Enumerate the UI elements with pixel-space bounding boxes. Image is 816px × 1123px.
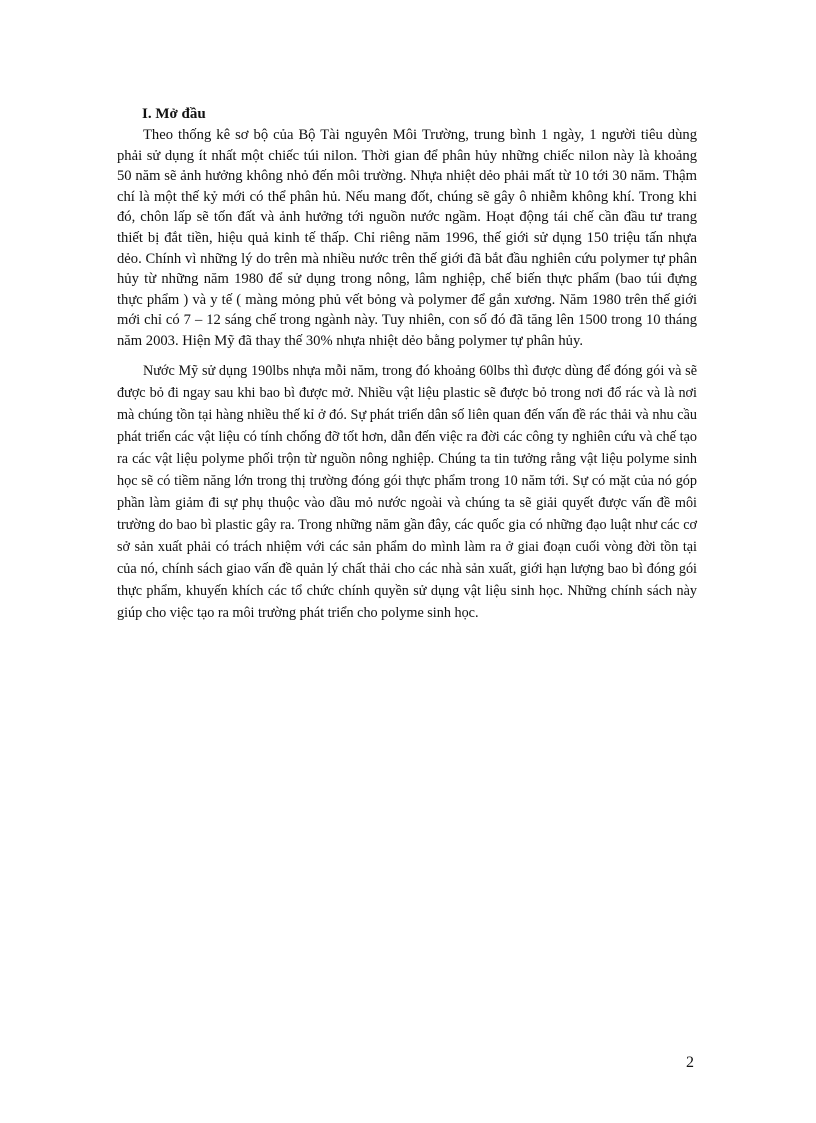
document-body (117, 104, 697, 624)
paragraph-usa-plastics: Nước Mỹ sử dụng 190lbs nhựa mỗi năm, trong đó khoảng 60lbs thì được dùng để đóng gói và sẽ được bỏ đi ngay sau khi bao bì được mở. Nhiều vật liệu plastic sẽ được bỏ trong nơi đổ rác và là nơi mà chúng tồn tại hàng nhiều thế kỉ ở đó. Sự phát triển dân số liên quan đến vấn đề rác thải và nhu cầu phát triển các vật liệu có tính chống đỡ tốt hơn, dẫn đến việc ra đời các công ty nghiên cứu và chế tạo ra các vật liệu polyme phối trộn từ nguồn nông nghiệp. Chúng ta tin tưởng rằng vật liệu polyme sinh học sẽ có tiềm năng lớn trong thị trường đóng gói thực phẩm trong 10 năm tới. Sự có mặt của nó góp phần làm giảm đi sự phụ thuộc vào dầu mỏ nước ngoài và chúng ta sẽ giải quyết được vấn đề môi trường do bao bì plastic gây ra. Trong những năm gần đây, các quốc gia có những đạo luật như các cơ sở sản xuất phải có trách nhiệm với các sản phẩm do mình làm ra ở giai đoạn cuối vòng đời tồn tại của nó, chính sách giao vấn đề quản lý chất thải cho các nhà sản xuất, giới hạn lượng bao bì đóng gói thực phẩm, khuyến khích các tổ chức chính quyền sử dụng vật liệu sinh học. Những chính sách này giúp cho việc tạo ra môi trường phát triển cho polyme sinh học. (117, 362, 697, 621)
page-number: 2 (686, 1054, 694, 1071)
paragraph-intro: Theo thống kê sơ bộ của Bộ Tài nguyên Môi Trường, trung bình 1 ngày, 1 người tiêu dùng phải sử dụng ít nhất một chiếc túi nilon. Thời gian để phân hủy những chiếc nilon này là khoảng 50 năm sẽ ảnh hưởng không nhỏ đến môi trường. Nhựa nhiệt dẻo phải mất từ 10 tới 30 năm. Thậm chí là một thế kỷ mới có thể phân hủ. Nếu mang đốt, chúng sẽ gây ô nhiễm không khí. Trong khi đó, chôn lấp sẽ tốn đất và ảnh hưởng tới nguồn nước ngầm. Hoạt động tái chế cần đầu tư trang thiết bị đắt tiền, hiệu quả kinh tế thấp. Chỉ riêng năm 1996, thế giới sử dụng 150 triệu tấn nhựa dẻo. Chính vì những lý do trên mà nhiều nước trên thế giới đã bắt đầu nghiên cứu polymer tự phân hủy từ những năm 1980 để sử dụng trong nông, lâm nghiệp, chế biến thực phẩm (bao túi đựng thực phẩm ) và y tế ( màng mỏng phủ vết bỏng và polymer để gắn xương. Năm 1980 trên thế giới mới chỉ có 7 – 12 sáng chế trong ngành này. Tuy nhiên, con số đó đã tăng lên 1500 trong 10 tháng năm 2003. Hiện Mỹ đã thay thế 30% nhựa nhiệt dẻo bằng polymer tự phân hủy. (117, 127, 697, 349)
section-heading: I. Mở đầu (142, 106, 206, 122)
